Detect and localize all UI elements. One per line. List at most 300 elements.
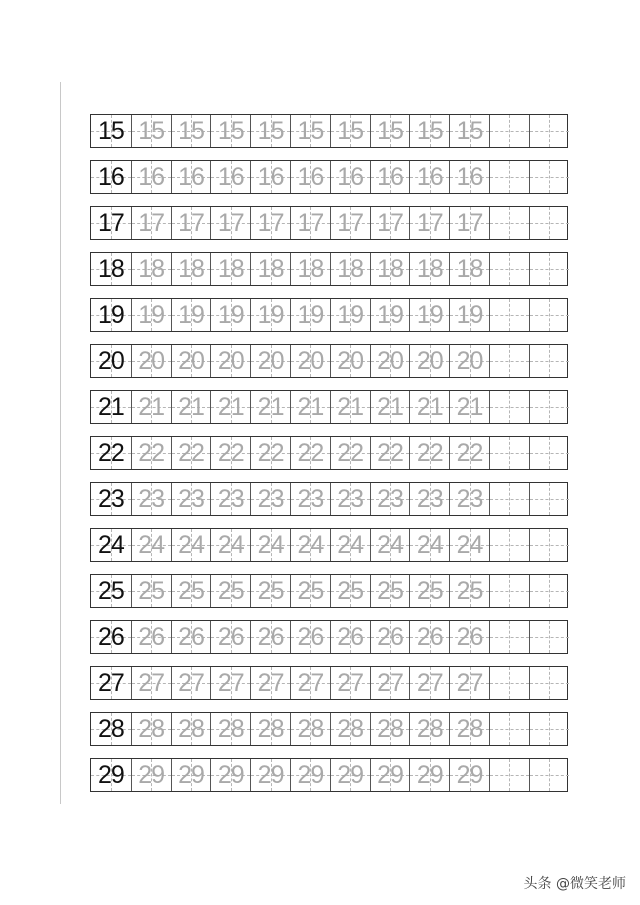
trace-number: 22 [178,438,204,467]
trace-cell [131,575,171,607]
trace-number: 28 [138,714,165,743]
trace-cell [250,207,290,239]
blank-practice-cell [489,115,529,147]
trace-cell [210,391,250,423]
trace-number: 19 [456,300,483,329]
trace-cell [409,253,449,285]
trace-number: 22 [217,438,244,467]
trace-number: 21 [297,392,324,421]
trace-cell [449,437,489,469]
trace-cell [210,345,250,377]
trace-number: 16 [138,162,165,191]
trace-cell [250,299,290,331]
worksheet-row [90,436,568,470]
trace-cell [449,483,489,515]
trace-number: 18 [178,254,204,283]
blank-practice-cell [489,161,529,193]
trace-number: 27 [178,668,204,697]
trace-cell [330,161,370,193]
trace-number: 17 [297,208,324,237]
trace-cell [250,437,290,469]
trace-cell [131,207,171,239]
trace-cell [250,483,290,515]
trace-cell [409,529,449,561]
trace-number: 23 [257,484,284,513]
trace-number: 15 [416,116,443,145]
trace-cell [370,759,410,791]
blank-practice-cell [489,207,529,239]
trace-number: 29 [297,760,324,789]
trace-number: 21 [377,392,403,421]
trace-number: 25 [377,576,403,605]
model-number: 16 [97,162,124,191]
blank-practice-cell [529,345,569,377]
trace-number: 24 [297,530,324,559]
trace-number: 26 [337,622,364,651]
trace-cell [409,621,449,653]
trace-number: 24 [456,530,483,559]
trace-cell [409,759,449,791]
trace-number: 27 [416,668,443,697]
trace-cell [131,621,171,653]
model-number: 24 [97,530,124,559]
trace-number: 19 [178,300,204,329]
trace-number: 28 [257,714,284,743]
trace-cell [290,115,330,147]
trace-cell [171,667,211,699]
blank-practice-cell [529,253,569,285]
trace-number: 26 [257,622,284,651]
model-cell [91,437,131,469]
blank-practice-cell [529,299,569,331]
blank-practice-cell [489,529,529,561]
trace-cell [250,345,290,377]
model-cell [91,759,131,791]
trace-cell [370,299,410,331]
trace-cell [250,621,290,653]
trace-number: 19 [217,300,244,329]
blank-practice-cell [489,621,529,653]
trace-number: 22 [297,438,324,467]
model-cell [91,253,131,285]
model-cell [91,713,131,745]
blank-practice-cell [529,529,569,561]
blank-practice-cell [489,713,529,745]
trace-number: 16 [178,162,204,191]
trace-number: 25 [257,576,284,605]
worksheet-row [90,758,568,792]
trace-cell [330,391,370,423]
trace-cell [171,483,211,515]
blank-practice-cell [489,483,529,515]
trace-cell [290,391,330,423]
trace-cell [370,391,410,423]
trace-cell [330,759,370,791]
trace-cell [171,299,211,331]
trace-cell [370,437,410,469]
trace-number: 21 [217,392,244,421]
trace-number: 15 [377,116,403,145]
trace-number: 18 [138,254,165,283]
trace-cell [131,529,171,561]
trace-cell [131,437,171,469]
trace-cell [131,161,171,193]
trace-cell [131,345,171,377]
trace-number: 29 [456,760,483,789]
trace-number: 15 [178,116,204,145]
trace-cell [131,391,171,423]
trace-cell [131,483,171,515]
trace-cell [290,759,330,791]
trace-cell [449,575,489,607]
trace-number: 17 [377,208,403,237]
number-tracing-worksheet [90,114,568,792]
trace-number: 23 [456,484,483,513]
model-cell [91,345,131,377]
worksheet-row [90,114,568,148]
trace-cell [210,483,250,515]
trace-cell [409,345,449,377]
trace-cell [330,253,370,285]
trace-number: 17 [138,208,165,237]
trace-number: 18 [377,254,403,283]
worksheet-row [90,206,568,240]
blank-practice-cell [529,391,569,423]
worksheet-row [90,344,568,378]
trace-cell [330,713,370,745]
trace-number: 17 [217,208,244,237]
trace-cell [250,759,290,791]
model-cell [91,391,131,423]
blank-practice-cell [489,345,529,377]
trace-cell [370,713,410,745]
trace-cell [210,207,250,239]
trace-number: 22 [337,438,364,467]
trace-number: 21 [456,392,483,421]
trace-cell [370,621,410,653]
trace-number: 26 [377,622,403,651]
trace-number: 25 [416,576,443,605]
trace-cell [290,667,330,699]
trace-number: 18 [337,254,364,283]
trace-number: 16 [377,162,403,191]
trace-cell [210,115,250,147]
trace-cell [210,299,250,331]
trace-cell [330,483,370,515]
blank-practice-cell [529,621,569,653]
trace-number: 28 [297,714,324,743]
model-cell [91,299,131,331]
blank-practice-cell [529,161,569,193]
trace-number: 21 [178,392,204,421]
trace-cell [330,207,370,239]
trace-number: 24 [337,530,364,559]
trace-cell [409,115,449,147]
trace-number: 24 [377,530,403,559]
trace-cell [250,253,290,285]
trace-number: 20 [297,346,324,375]
trace-cell [290,621,330,653]
trace-number: 28 [337,714,364,743]
trace-cell [131,713,171,745]
model-cell [91,529,131,561]
model-number: 26 [97,622,124,651]
trace-number: 29 [337,760,364,789]
trace-cell [330,437,370,469]
trace-number: 29 [138,760,165,789]
trace-number: 20 [217,346,244,375]
trace-cell [290,207,330,239]
trace-number: 20 [416,346,443,375]
worksheet-row [90,666,568,700]
trace-cell [210,621,250,653]
trace-number: 19 [337,300,364,329]
trace-cell [131,299,171,331]
trace-cell [290,575,330,607]
trace-cell [449,529,489,561]
trace-cell [449,621,489,653]
trace-number: 27 [377,668,403,697]
trace-number: 21 [337,392,364,421]
trace-number: 23 [297,484,324,513]
trace-number: 24 [416,530,443,559]
trace-number: 24 [138,530,165,559]
trace-cell [250,115,290,147]
blank-practice-cell [489,667,529,699]
trace-number: 16 [337,162,364,191]
trace-number: 29 [416,760,443,789]
trace-number: 21 [257,392,284,421]
trace-cell [449,391,489,423]
trace-cell [171,207,211,239]
trace-cell [290,253,330,285]
trace-number: 26 [217,622,244,651]
trace-number: 16 [217,162,244,191]
blank-practice-cell [529,207,569,239]
trace-number: 29 [178,760,204,789]
trace-number: 27 [337,668,364,697]
trace-cell [210,253,250,285]
trace-cell [409,207,449,239]
trace-cell [330,667,370,699]
trace-cell [449,161,489,193]
trace-number: 22 [257,438,284,467]
worksheet-row [90,574,568,608]
trace-cell [131,253,171,285]
blank-practice-cell [529,483,569,515]
trace-cell [210,529,250,561]
model-number: 18 [97,254,124,283]
trace-number: 24 [217,530,244,559]
trace-number: 23 [217,484,244,513]
trace-number: 28 [456,714,483,743]
model-cell [91,161,131,193]
model-cell [91,483,131,515]
trace-number: 16 [456,162,483,191]
trace-cell [171,253,211,285]
model-cell [91,667,131,699]
trace-cell [330,529,370,561]
blank-practice-cell [489,575,529,607]
worksheet-row [90,390,568,424]
trace-cell [171,391,211,423]
trace-cell [449,253,489,285]
trace-cell [250,161,290,193]
trace-number: 24 [257,530,284,559]
trace-number: 15 [337,116,364,145]
model-number: 23 [97,484,124,513]
trace-cell [171,345,211,377]
trace-cell [171,621,211,653]
trace-number: 18 [297,254,324,283]
trace-number: 27 [456,668,483,697]
model-number: 27 [97,668,124,697]
trace-cell [290,437,330,469]
trace-cell [131,759,171,791]
trace-number: 15 [297,116,324,145]
trace-number: 26 [297,622,324,651]
trace-cell [250,575,290,607]
trace-number: 23 [138,484,165,513]
blank-practice-cell [489,299,529,331]
trace-number: 18 [416,254,443,283]
trace-number: 23 [178,484,204,513]
model-cell [91,115,131,147]
trace-number: 25 [138,576,165,605]
model-number: 15 [97,116,124,145]
trace-cell [409,299,449,331]
trace-number: 22 [138,438,165,467]
trace-cell [171,161,211,193]
trace-cell [449,115,489,147]
trace-number: 20 [456,346,483,375]
blank-practice-cell [529,759,569,791]
trace-cell [290,483,330,515]
trace-cell [370,483,410,515]
model-cell [91,621,131,653]
trace-number: 21 [138,392,165,421]
trace-number: 27 [297,668,324,697]
trace-cell [210,713,250,745]
trace-cell [290,529,330,561]
trace-number: 17 [456,208,483,237]
blank-practice-cell [489,759,529,791]
trace-number: 18 [217,254,244,283]
trace-cell [409,391,449,423]
trace-cell [370,207,410,239]
trace-cell [250,529,290,561]
trace-cell [330,345,370,377]
trace-number: 28 [217,714,244,743]
trace-number: 26 [456,622,483,651]
trace-cell [449,759,489,791]
binding-margin-line [60,82,61,804]
trace-cell [131,667,171,699]
trace-number: 19 [416,300,443,329]
trace-number: 20 [178,346,204,375]
trace-cell [290,299,330,331]
trace-number: 16 [416,162,443,191]
blank-practice-cell [529,575,569,607]
trace-cell [171,759,211,791]
trace-number: 25 [297,576,324,605]
trace-cell [449,207,489,239]
trace-number: 22 [377,438,403,467]
trace-cell [171,115,211,147]
trace-number: 20 [337,346,364,375]
trace-cell [330,299,370,331]
blank-practice-cell [529,667,569,699]
watermark: 头条 @微笑老师 [523,876,626,892]
trace-number: 15 [456,116,483,145]
worksheet-row [90,712,568,746]
trace-number: 25 [337,576,364,605]
trace-cell [131,115,171,147]
trace-cell [449,299,489,331]
worksheet-row [90,298,568,332]
trace-number: 20 [377,346,403,375]
blank-practice-cell [529,437,569,469]
trace-number: 28 [416,714,443,743]
trace-number: 19 [138,300,165,329]
worksheet-row [90,528,568,562]
trace-cell [210,575,250,607]
trace-cell [250,667,290,699]
trace-cell [409,483,449,515]
model-number: 19 [97,300,124,329]
trace-number: 17 [416,208,443,237]
trace-number: 25 [178,576,204,605]
trace-cell [171,529,211,561]
trace-number: 27 [257,668,284,697]
trace-number: 27 [138,668,165,697]
trace-cell [370,115,410,147]
trace-number: 25 [456,576,483,605]
trace-cell [290,713,330,745]
trace-number: 26 [416,622,443,651]
trace-cell [409,575,449,607]
trace-cell [449,667,489,699]
blank-practice-cell [489,253,529,285]
trace-cell [409,437,449,469]
trace-number: 15 [257,116,284,145]
trace-number: 29 [377,760,403,789]
model-number: 21 [97,392,124,421]
trace-cell [409,667,449,699]
trace-number: 20 [138,346,165,375]
blank-practice-cell [489,391,529,423]
trace-number: 15 [138,116,165,145]
trace-number: 27 [217,668,244,697]
model-number: 25 [97,576,124,605]
trace-number: 17 [337,208,364,237]
trace-cell [370,667,410,699]
worksheet-row [90,482,568,516]
model-number: 17 [97,208,124,237]
trace-cell [370,529,410,561]
trace-cell [330,621,370,653]
trace-number: 25 [217,576,244,605]
model-number: 20 [97,346,124,375]
trace-number: 23 [377,484,403,513]
trace-number: 24 [178,530,204,559]
trace-number: 17 [178,208,204,237]
trace-number: 16 [297,162,324,191]
blank-practice-cell [489,437,529,469]
trace-number: 18 [456,254,483,283]
worksheet-row [90,620,568,654]
model-number: 28 [97,714,124,743]
